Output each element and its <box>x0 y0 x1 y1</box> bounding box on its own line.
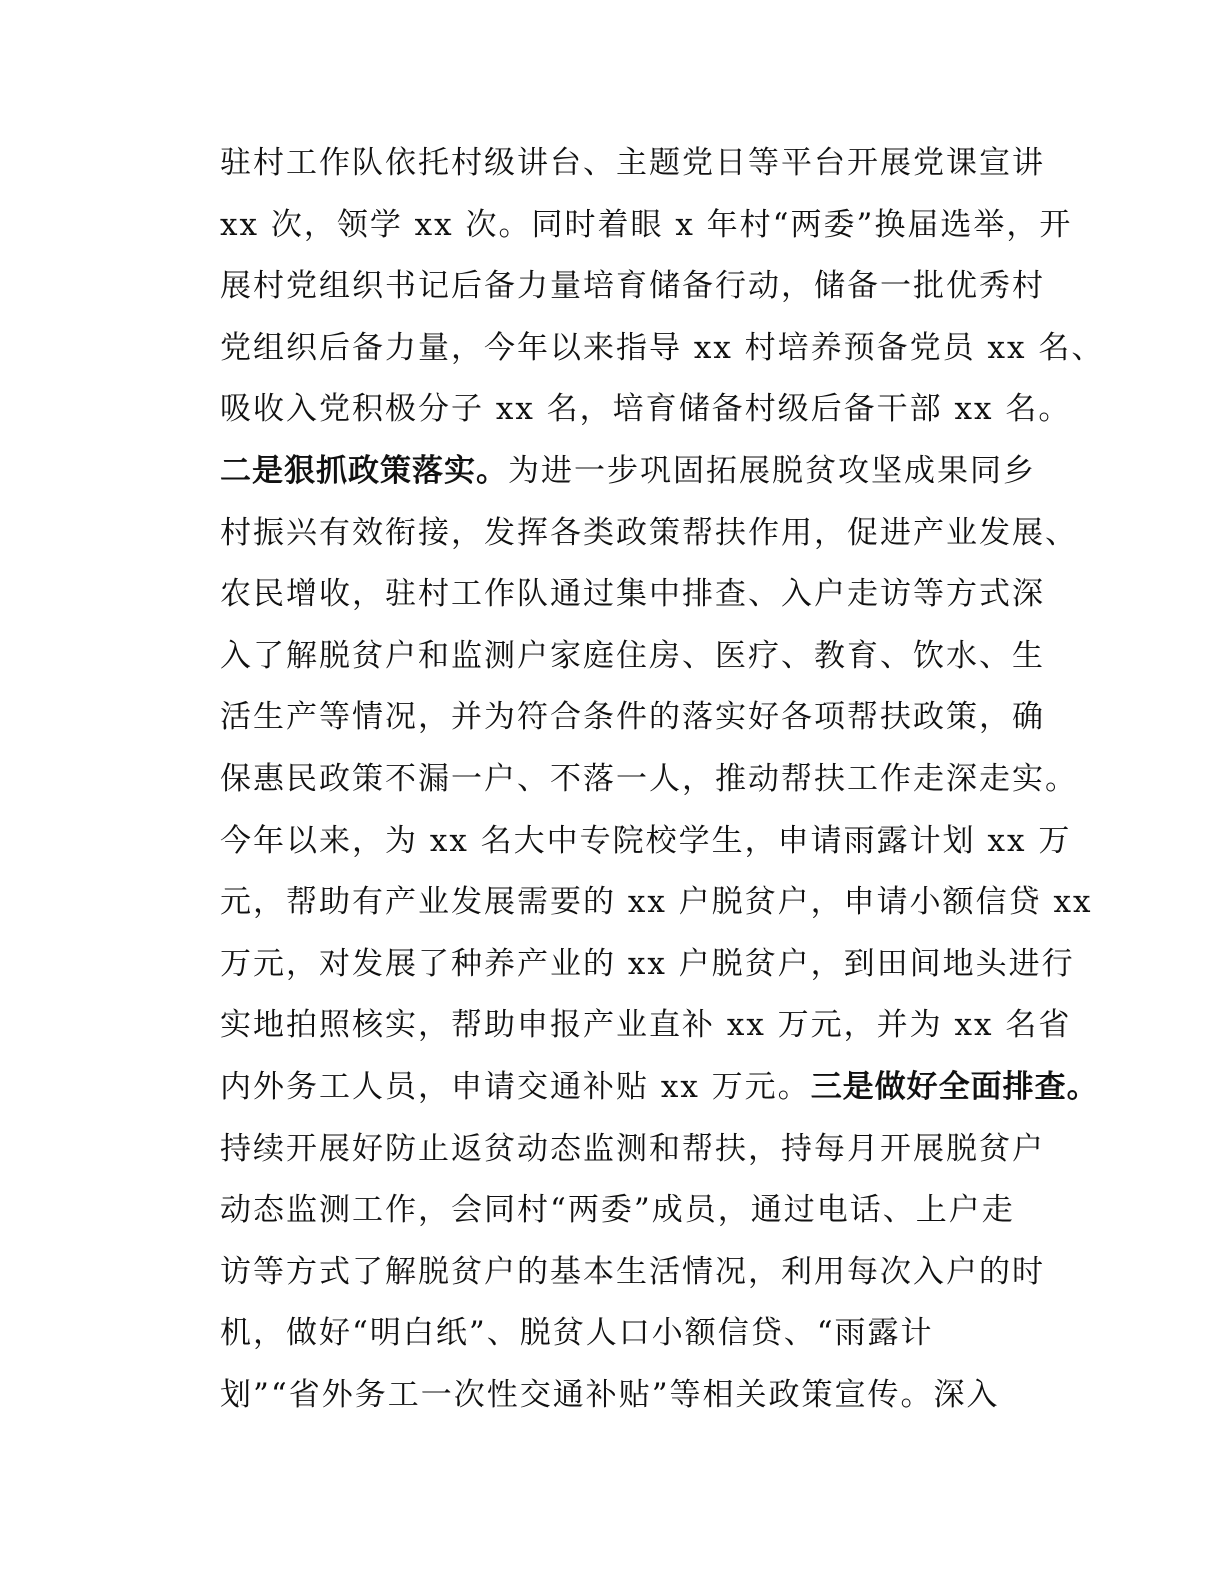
text-line: 内外务工人员，申请交通补贴 xx 万元。三是做好全面排查。 <box>220 1068 1099 1105</box>
text-line: 元，帮助有产业发展需要的 xx 户脱贫户，申请小额信贷 xx <box>220 884 1093 921</box>
text-line: 保惠民政策不漏一户、不落一人，推动帮扶工作走深走实。 <box>220 760 1078 797</box>
text-line: 农民增收，驻村工作队通过集中排查、入户走访等方式深 <box>220 576 1045 613</box>
text-line: 动态监测工作，会同村“两委”成员，通过电话、上户走 <box>220 1192 1015 1229</box>
text-line: 今年以来，为 xx 名大中专院校学生，申请雨露计划 xx 万 <box>220 822 1072 859</box>
body-text <box>220 133 1105 1426</box>
text-line: 机，做好“明白纸”、脱贫人口小额信贷、“雨露计 <box>220 1315 934 1352</box>
text-line: 村振兴有效衔接，发挥各类政策帮扶作用，促进产业发展、 <box>220 514 1078 551</box>
text-line: 活生产等情况，并为符合条件的落实好各项帮扶政策，确 <box>220 699 1045 736</box>
text-line: 划”“省外务工一次性交通补贴”等相关政策宣传。深入 <box>220 1376 1000 1413</box>
text-line: 访等方式了解脱贫户的基本生活情况，利用每次入户的时 <box>220 1253 1045 1290</box>
text-line: 持续开展好防止返贫动态监测和帮扶，持每月开展脱贫户 <box>220 1130 1045 1167</box>
text-line: 驻村工作队依托村级讲台、主题党日等平台开展党课宣讲 <box>220 145 1045 181</box>
text-line: 二是狠抓政策落实。为进一步巩固拓展脱贫攻坚成果同乡 <box>220 452 1036 489</box>
text-line: 实地拍照核实，帮助申报产业直补 xx 万元，并为 xx 名省 <box>220 1007 1072 1044</box>
text-line: 万元，对发展了种养产业的 xx 户脱贫户，到田间地头进行 <box>220 945 1075 982</box>
section-heading-3: 三是做好全面排查。 <box>810 1068 1099 1105</box>
text-line: 党组织后备力量，今年以来指导 xx 村培养预备党员 xx 名、 <box>220 329 1105 366</box>
section-heading-2: 二是狠抓政策落实。 <box>220 452 508 489</box>
text-line: xx 次，领学 xx 次。同时着眼 x 年村“两委”换届选举，开 <box>220 206 1073 243</box>
text-line: 吸收入党积极分子 xx 名，培育储备村级后备干部 xx 名。 <box>220 391 1072 428</box>
text-line: 展村党组织书记后备力量培育储备行动，储备一批优秀村 <box>220 268 1045 305</box>
text-line: 入了解脱贫户和监测户家庭住房、医疗、教育、饮水、生 <box>220 637 1045 674</box>
